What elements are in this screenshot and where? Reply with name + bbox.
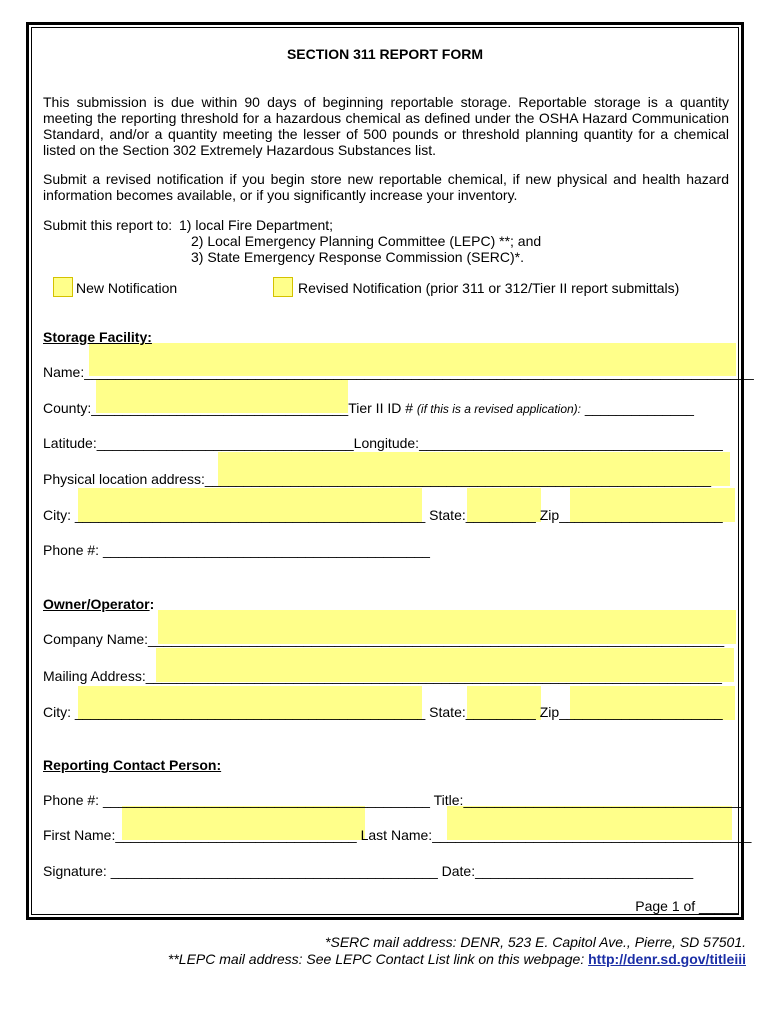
- owner-city-row: [43, 704, 723, 720]
- owner-zip-label: Zip: [539, 704, 560, 720]
- address-row: [43, 471, 711, 487]
- page-number: Page 1 of _____: [635, 898, 738, 914]
- signature-row: [43, 863, 693, 879]
- storage-heading: Storage Facility:: [43, 329, 152, 345]
- owner-zip-line: _____________________: [559, 704, 723, 720]
- title-label: Title:: [433, 792, 464, 808]
- tier-label: Tier II ID #: [348, 400, 414, 416]
- contact-phone-label: Phone #:: [43, 792, 100, 808]
- submit-item-3: 3) State Emergency Response Commission (SERC)*.: [191, 249, 525, 265]
- tier-note: (if this is a revised application):: [416, 402, 581, 416]
- latitude-label: Latitude:: [43, 435, 97, 451]
- signature-label: Signature:: [43, 863, 107, 879]
- owner-city-line: _____________________________________________: [74, 704, 426, 720]
- phone-line: __________________________________________: [102, 542, 430, 558]
- city-line: _____________________________________________: [74, 507, 426, 523]
- owner-city-label: City:: [43, 704, 71, 720]
- name-row: [43, 364, 754, 380]
- owner-heading-row: [43, 596, 154, 612]
- owner-state-label: State:: [429, 704, 466, 720]
- title-line: ____________________________________: [463, 792, 744, 808]
- submit-to-label: Submit this report to:: [43, 217, 173, 233]
- serc-address: *SERC mail address: DENR, 523 E. Capitol Ave., Pierre, SD 57501.: [325, 934, 746, 950]
- company-row: [43, 631, 724, 647]
- phone-label: Phone #:: [43, 542, 100, 558]
- revised-paragraph: Submit a revised notification if you begin store new reportable chemical, if new physical and health hazard information becomes available, or if you significantly increase your inventory.: [43, 171, 729, 203]
- state-line: _________: [465, 507, 536, 523]
- longitude-line: _______________________________________: [419, 435, 723, 451]
- owner-heading: Owner/Operator: [43, 596, 150, 612]
- county-row: [43, 400, 694, 416]
- new-notification-label: New Notification: [76, 280, 178, 296]
- lepc-address: **LEPC mail address: See LEPC Contact List link on this webpage:: [167, 951, 589, 967]
- new-notification-checkbox[interactable]: [53, 277, 73, 297]
- zip-line: _____________________: [559, 507, 723, 523]
- signature-line: __________________________________________: [110, 863, 438, 879]
- city-label: City:: [43, 507, 71, 523]
- first-name-label: First Name:: [43, 827, 116, 843]
- lepc-address-row: [168, 951, 746, 967]
- county-line: _________________________________: [91, 400, 349, 416]
- name-contact-row: [43, 827, 751, 843]
- zip-label: Zip: [539, 507, 560, 523]
- name-label: Name:: [43, 364, 85, 380]
- latitude-line: _________________________________: [96, 435, 354, 451]
- company-label: Company Name:: [43, 631, 149, 647]
- longitude-label: Longitude:: [353, 435, 420, 451]
- intro-paragraph: This submission is due within 90 days of beginning reportable storage. Reportable storage is a quantity meeting the reporting threshold for a hazardous chemical as defined under the OSHA Hazard Communication Standard, and/or a quantity meeting the lesser of 500 pounds or threshold planning quantity for a chemical listed on the Section 302 Extremely Hazardous Substances list.: [43, 94, 729, 158]
- owner-heading-colon: :: [149, 596, 155, 612]
- contact-phone-row: [43, 792, 744, 808]
- revised-notification-checkbox[interactable]: [273, 277, 293, 297]
- submit-item-1: 1) local Fire Department;: [179, 217, 334, 233]
- mailing-row: [43, 668, 722, 684]
- address-label: Physical location address:: [43, 471, 205, 487]
- first-name-line: _______________________________: [115, 827, 357, 843]
- last-name-label: Last Name:: [360, 827, 433, 843]
- state-label: State:: [429, 507, 466, 523]
- revised-notification-label: Revised Notification (prior 311 or 312/Tier II report submittals): [298, 280, 680, 296]
- last-name-line: _________________________________________: [432, 827, 752, 843]
- name-line: ______________________________________________________________________________________: [84, 364, 754, 380]
- mailing-label: Mailing Address:: [43, 668, 146, 684]
- form-title: SECTION 311 REPORT FORM: [286, 46, 484, 62]
- county-label: County:: [43, 400, 92, 416]
- contact-heading: Reporting Contact Person:: [43, 757, 222, 773]
- owner-state-line: _________: [465, 704, 536, 720]
- date-line: ____________________________: [475, 863, 694, 879]
- contact-phone-line: __________________________________________: [102, 792, 430, 808]
- phone-row: [43, 542, 430, 558]
- date-label: Date:: [441, 863, 476, 879]
- submit-item-2: 2) Local Emergency Planning Committee (LEPC) **; and: [191, 233, 542, 249]
- address-line: _________________________________________________________________: [204, 471, 711, 487]
- tier-line: ______________: [584, 400, 694, 416]
- city-row: [43, 507, 723, 523]
- company-line: __________________________________________________________________________: [148, 631, 725, 647]
- latlong-row: [43, 435, 723, 451]
- mailing-line: __________________________________________________________________________: [145, 668, 722, 684]
- denr-link[interactable]: http://denr.sd.gov/titleiii: [588, 951, 746, 967]
